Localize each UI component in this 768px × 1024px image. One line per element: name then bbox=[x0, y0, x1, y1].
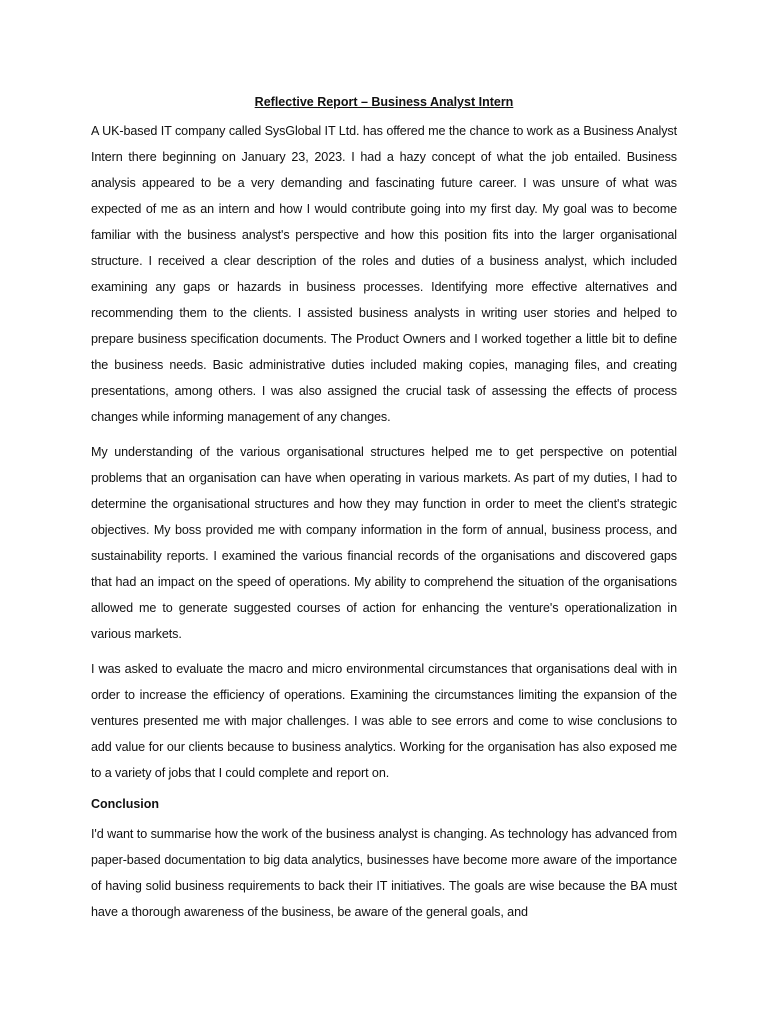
body-paragraph-2: My understanding of the various organisational structures helped me to get perspective on potential problems that an organisation can have when operating in various markets. As part of my duties, I had to determine the organisational structures and how they may function in order to meet the client's strategic objectives. My boss provided me with company information in the form of annual, business process, and sustainability reports. I examined the various financial records of the organisations and discovered gaps that had an impact on the speed of operations. My ability to comprehend the situation of the organisations allowed me to generate suggested courses of action for enhancing the venture's operationalization in various markets. bbox=[91, 445, 677, 641]
body-paragraph-3: I was asked to evaluate the macro and micro environmental circumstances that organisations deal with in order to increase the efficiency of operations. Examining the circumstances limiting the expansion of the ventures presented me with major challenges. I was able to see errors and come to wise conclusions to add value for our clients because to business analytics. Working for the organisation has also exposed me to a variety of jobs that I could complete and report on. bbox=[91, 662, 677, 780]
document-body bbox=[91, 94, 677, 934]
body-paragraph-1: A UK-based IT company called SysGlobal IT Ltd. has offered me the chance to work as a Business Analyst Intern there beginning on January 23, 2023. I had a hazy concept of what the job entailed. Business analysis appeared to be a very demanding and fascinating future career. I was unsure of what was expected of me as an intern and how I would contribute going into my first day. My goal was to become familiar with the business analyst's perspective and how this position fits into the larger organisational structure. I received a clear description of the roles and duties of a business analyst, which included examining any gaps or hazards in business processes. Identifying more effective alternatives and recommending them to the clients. I assisted business analysts in writing user stories and helped to prepare business specification documents. The Product Owners and I worked together a little bit to define the business needs. Basic administrative duties included making copies, managing files, and creating presentations, among others. I was also assigned the crucial task of assessing the effects of process changes while informing management of any changes. bbox=[91, 124, 677, 424]
conclusion-heading: Conclusion bbox=[91, 797, 160, 811]
conclusion-paragraph: I'd want to summarise how the work of the business analyst is changing. As technology has advanced from paper-based documentation to big data analytics, businesses have become more aware of the importance of having solid business requirements to back their IT initiatives. The goals are wise because the BA must have a thorough awareness of the business, be aware of the general goals, and bbox=[91, 827, 677, 919]
report-title: Reflective Report – Business Analyst Intern bbox=[254, 95, 514, 109]
